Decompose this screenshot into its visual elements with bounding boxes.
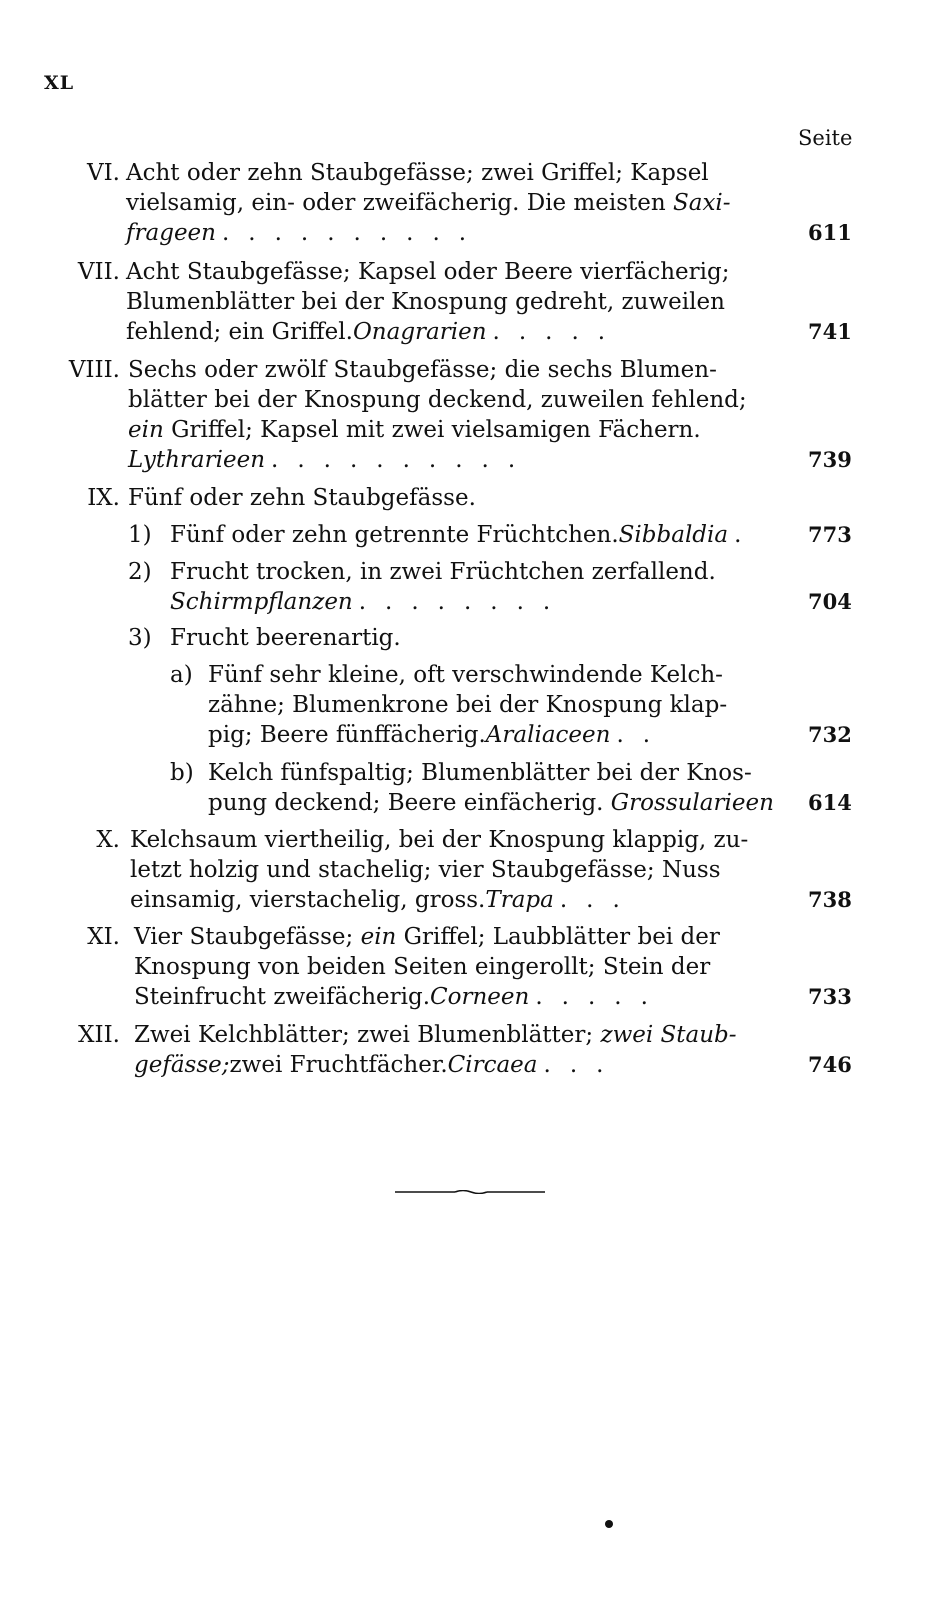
sub-entry-number: 1) xyxy=(128,522,152,548)
entry-number: VI. xyxy=(86,160,120,186)
entry-text-line: pung deckend; Beere einfächerig. Grossularieen xyxy=(208,790,774,816)
entry-text-line: Steinfrucht zweifächerig. Corneen ..... xyxy=(134,984,667,1010)
entry-text-line: Frucht trocken, in zwei Früchtchen zerfallend. xyxy=(170,559,716,585)
entry-text-line: Acht oder zehn Staubgefässe; zwei Griffel; Kapsel xyxy=(126,160,709,186)
entry-text-line: frageen .......... xyxy=(126,220,486,246)
entry-text-line: zähne; Blumenkrone bei der Knospung klap- xyxy=(208,692,728,718)
page-folio: XL xyxy=(44,72,75,94)
entry-text-line: ein Griffel; Kapsel mit zwei vielsamigen Fächern. xyxy=(128,417,701,443)
page-column-label: Seite xyxy=(798,126,853,150)
entry-text-line: einsamig, vierstachelig, gross. Trapa ... xyxy=(130,887,639,913)
entry-number: VII. xyxy=(77,259,120,285)
entry-text-line: Fünf sehr kleine, oft verschwindende Kelch- xyxy=(208,662,723,688)
entry-text-line: Fünf oder zehn Staubgefässe. xyxy=(128,485,476,511)
ink-speck xyxy=(605,1520,613,1528)
page-reference: 741 xyxy=(808,319,852,344)
page-reference: 733 xyxy=(808,984,852,1009)
entry-number: IX. xyxy=(87,485,120,511)
entry-text-line: letzt holzig und stachelig; vier Staubgefässe; Nuss xyxy=(130,857,721,883)
entry-text-line: Schirmpflanzen ........ xyxy=(170,589,570,615)
entry-number: XI. xyxy=(87,924,120,950)
page-reference: 732 xyxy=(808,722,852,747)
entry-text-line: Sechs oder zwölf Staubgefässe; die sechs Blumen- xyxy=(128,357,717,383)
entry-text-line: Acht Staubgefässe; Kapsel oder Beere vierfächerig; xyxy=(126,259,730,285)
entry-text-line: Zwei Kelchblätter; zwei Blumenblätter; zwei Staub- xyxy=(134,1022,737,1048)
page-reference: 738 xyxy=(808,887,852,912)
page-reference: 746 xyxy=(808,1052,852,1077)
entry-number: VIII. xyxy=(68,357,120,383)
entry-text-line: fehlend; ein Griffel. Onagrarien ..... xyxy=(126,319,625,345)
entry-text-line: pig; Beere fünffächerig. Araliaceen .. xyxy=(208,722,670,748)
entry-text-line: Vier Staubgefässe; ein Griffel; Laubblätter bei der xyxy=(134,924,720,950)
entry-text-line: Fünf oder zehn getrennte Früchtchen. Sibbaldia . xyxy=(170,522,761,548)
sub-entry-letter: a) xyxy=(170,662,193,688)
entry-number: X. xyxy=(96,827,120,853)
entry-text-line: Kelch fünfspaltig; Blumenblätter bei der Knos- xyxy=(208,760,752,786)
page-reference: 611 xyxy=(808,220,852,245)
sub-entry-number: 2) xyxy=(128,559,152,585)
entry-text-line: Lythrarieen .......... xyxy=(128,447,535,473)
entry-text-line: blätter bei der Knospung deckend, zuweilen fehlend; xyxy=(128,387,747,413)
sub-entry-number: 3) xyxy=(128,625,152,651)
ornamental-rule xyxy=(395,1190,545,1194)
page-reference: 739 xyxy=(808,447,852,472)
page-reference: 614 xyxy=(808,790,852,815)
entry-text-line: Frucht beerenartig. xyxy=(170,625,401,651)
entry-number: XII. xyxy=(78,1022,120,1048)
entry-text-line: vielsamig, ein- oder zweifächerig. Die meisten Saxi- xyxy=(126,190,731,216)
page-reference: 773 xyxy=(808,522,852,547)
entry-text-line: gefässe; zwei Fruchtfächer. Circaea ... xyxy=(134,1052,623,1078)
entry-text-line: Kelchsaum viertheilig, bei der Knospung klappig, zu- xyxy=(130,827,749,853)
sub-entry-letter: b) xyxy=(170,760,194,786)
page-reference: 704 xyxy=(808,589,852,614)
entry-text-line: Blumenblätter bei der Knospung gedreht, zuweilen xyxy=(126,289,725,315)
entry-text-line: Knospung von beiden Seiten eingerollt; Stein der xyxy=(134,954,711,980)
